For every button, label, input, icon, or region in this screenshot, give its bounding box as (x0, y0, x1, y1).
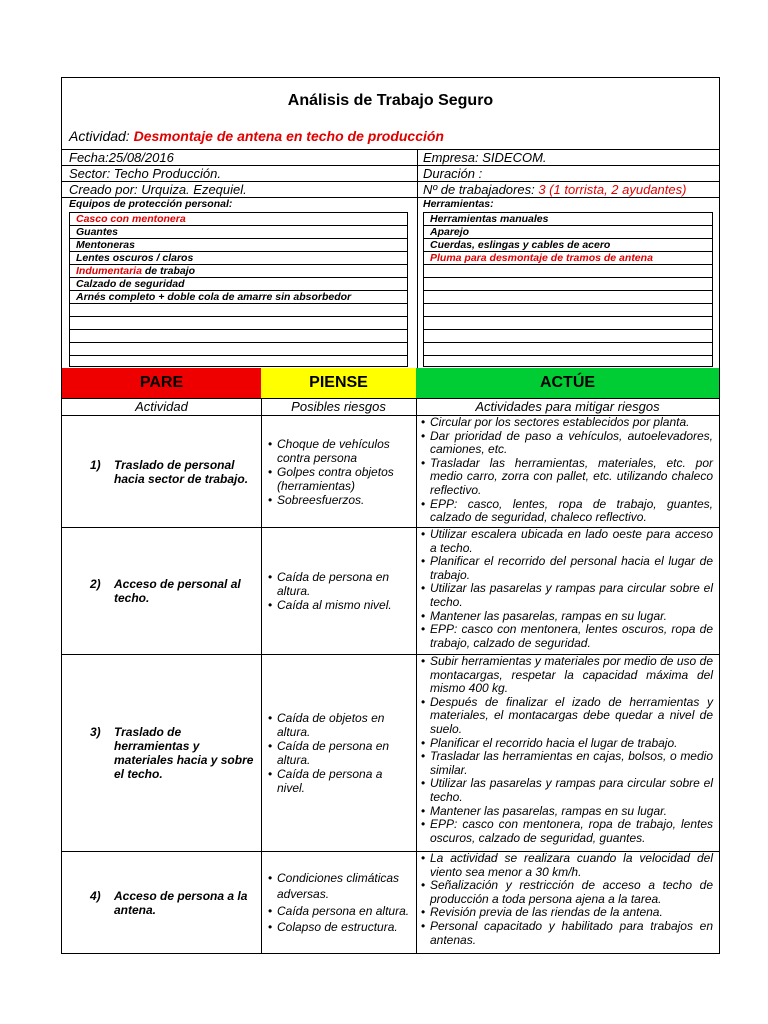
list-item (70, 226, 407, 239)
list-item: • Utilizar escalera ubicada en lado oeste para acceso a techo. (421, 528, 713, 555)
activity-value: Desmontaje de antena en techo de producción (133, 128, 444, 144)
table-row-mitigations (417, 655, 719, 851)
list-item-text: Cuerdas, eslingas y cables de acero (430, 239, 611, 251)
list-item-text: Calzado de seguridad (76, 278, 185, 290)
list-item (424, 304, 712, 317)
row-number: 3) (90, 725, 101, 739)
list-item (70, 291, 407, 304)
list-item-text: Guantes (76, 226, 119, 238)
list-item: • La actividad se realizara cuando la velocidad del viento sea menor a 30 km/h. (421, 852, 713, 879)
table-row-risks (262, 655, 416, 851)
list-item-text: Herramientas manuales (430, 213, 549, 225)
list-item: • Caída al mismo nivel. (268, 598, 412, 612)
list-item: • Caída de persona en altura. (268, 570, 412, 598)
list-item (424, 265, 712, 278)
list-item: • Revisión previa de las riendas de la antena. (421, 906, 713, 920)
list-item (424, 252, 712, 265)
table-row-risks (262, 852, 416, 953)
list-item (424, 213, 712, 226)
trabajadores-value: 3 (1 torrista, 2 ayudantes) (538, 182, 687, 197)
column-header-riesgos: Posibles riesgos (291, 399, 386, 414)
list-item-text: Indumentaria (76, 265, 142, 277)
activity-name: Traslado de personal hacia sector de trabajo. (114, 457, 249, 486)
list-item: • Condiciones climáticas adversas. (268, 870, 412, 903)
list-item: • EPP: casco, lentes, ropa de trabajo, guantes, calzado de seguridad, chaleco reflectivo. (421, 498, 713, 525)
list-item: • Mantener las pasarelas, rampas en su lugar. (421, 610, 713, 624)
list-item-text: Mentoneras (76, 239, 135, 251)
list-item (424, 343, 712, 356)
safety-analysis-document (61, 77, 720, 954)
list-item (70, 252, 407, 265)
activity-name: Traslado de herramientas y materiales hacia y sobre el techo. (114, 725, 254, 781)
list-item (424, 291, 712, 304)
list-item: • Dar prioridad de paso a vehículos, autoelevadores, camiones, etc. (421, 430, 713, 457)
piense-band: PIENSE (261, 368, 416, 398)
epp-heading: Equipos de protección personal: (69, 198, 233, 210)
creado-field: Creado por: Urquiza. Ezequiel. (69, 182, 247, 197)
list-item-text: Lentes oscuros / claros (76, 252, 194, 264)
row-number: 4) (90, 888, 101, 903)
fecha-field: Fecha:25/08/2016 (69, 150, 174, 165)
list-item: • Mantener las pasarelas, rampas en su lugar. (421, 805, 713, 819)
list-item: • Colapso de estructura. (268, 919, 412, 936)
risk-list (262, 870, 416, 936)
list-item: • Planificar el recorrido hacia el lugar de trabajo. (421, 737, 713, 751)
list-item: • Caída de persona en altura. (268, 739, 412, 767)
table-row-activity (62, 852, 261, 953)
activity-name: Acceso de personal al techo. (114, 577, 241, 605)
list-item: • Circular por los sectores establecidos por planta. (421, 416, 713, 430)
table-row-mitigations (417, 528, 719, 654)
mitigation-list (417, 655, 719, 845)
table-row-risks (262, 528, 416, 654)
duracion-field: Duración : (423, 166, 483, 181)
list-item (70, 343, 407, 356)
list-item: • Trasladar las herramientas en cajas, bolsos, o medio similar. (421, 750, 713, 777)
list-item: • Trasladar las herramientas, materiales, etc. por medio carro, zorra con pallet, etc. utilizando chaleco reflectivo. (421, 457, 713, 498)
actue-band: ACTÚE (416, 368, 719, 398)
list-item: • Caída de objetos en altura. (268, 711, 412, 739)
table-row-mitigations (417, 416, 719, 527)
risk-list (262, 570, 416, 612)
list-item-text: Casco con mentonera (76, 213, 186, 225)
list-item: • EPP: casco con mentonera, lentes oscuros, ropa de trabajo, calzado de seguridad. (421, 623, 713, 650)
list-item (70, 304, 407, 317)
list-item (70, 317, 407, 330)
list-item (424, 239, 712, 252)
list-item: • Después de finalizar el izado de herramientas y materiales, el montacargas debe quedar a nivel de suelo. (421, 696, 713, 737)
list-item (70, 239, 407, 252)
list-item: • Choque de vehículos contra persona (268, 437, 412, 465)
tools-list (423, 212, 713, 367)
list-item-suffix: de trabajo (141, 265, 196, 277)
list-item: • Personal capacitado y habilitado para trabajos en antenas. (421, 920, 713, 947)
mitigation-list (417, 528, 719, 650)
column-header-actividad: Actividad (135, 399, 188, 414)
list-item: • Golpes contra objetos (herramientas) (268, 465, 412, 493)
table-row-activity (62, 416, 261, 527)
table-row-risks (262, 416, 416, 527)
list-item (424, 317, 712, 330)
list-item-text: Arnés completo + doble cola de amarre sin absorbedor (76, 291, 352, 303)
activity-line (69, 128, 444, 144)
mitigation-list (417, 852, 719, 947)
pare-band: PARE (62, 368, 261, 398)
sector-field: Sector: Techo Producción. (69, 166, 221, 181)
list-item: • Caída de persona a nivel. (268, 767, 412, 795)
list-item: • Utilizar las pasarelas y rampas para circular sobre el techo. (421, 582, 713, 609)
column-header-mitigar: Actividades para mitigar riesgos (475, 399, 660, 414)
list-item (70, 213, 407, 226)
table-row-activity (62, 528, 261, 654)
list-item (424, 278, 712, 291)
mitigation-list (417, 416, 719, 525)
list-item (70, 278, 407, 291)
epp-list (69, 212, 408, 367)
list-item (70, 265, 407, 278)
empresa-field: Empresa: SIDECOM. (423, 150, 547, 165)
list-item-text: Pluma para desmontaje de tramos de antena (430, 252, 653, 264)
trabajadores-field (423, 182, 686, 197)
activity-name: Acceso de persona a la antena. (114, 888, 248, 917)
list-item: • Sobreesfuerzos. (268, 493, 412, 507)
table-row-activity (62, 655, 261, 851)
risk-list (262, 437, 416, 507)
risk-list (262, 711, 416, 795)
list-item: • Señalización y restricción de acceso a techo de producción a toda persona ajena a la tarea. (421, 879, 713, 906)
list-item: • Utilizar las pasarelas y rampas para circular sobre el techo. (421, 777, 713, 804)
tools-heading: Herramientas: (423, 198, 494, 210)
table-row-mitigations (417, 852, 719, 953)
trabajadores-label: Nº de trabajadores: (423, 182, 535, 197)
list-item: • Planificar el recorrido del personal hacia el lugar de trabajo. (421, 555, 713, 582)
list-item (424, 330, 712, 343)
list-item: • Subir herramientas y materiales por medio de uso de montacargas, respetar la capacidad máxima del mismo 400 kg. (421, 655, 713, 696)
list-item: • Caída persona en altura. (268, 903, 412, 920)
list-item-text: Aparejo (430, 226, 470, 238)
list-item: • EPP: casco con mentonera, ropa de trabajo, lentes oscuros, calzado de seguridad, guantes. (421, 818, 713, 845)
list-item (424, 226, 712, 239)
list-item (70, 330, 407, 343)
row-number: 2) (90, 577, 101, 591)
row-number: 1) (90, 457, 101, 472)
document-title: Análisis de Trabajo Seguro (287, 92, 494, 109)
activity-label: Actividad: (69, 128, 130, 144)
divider (417, 149, 418, 368)
